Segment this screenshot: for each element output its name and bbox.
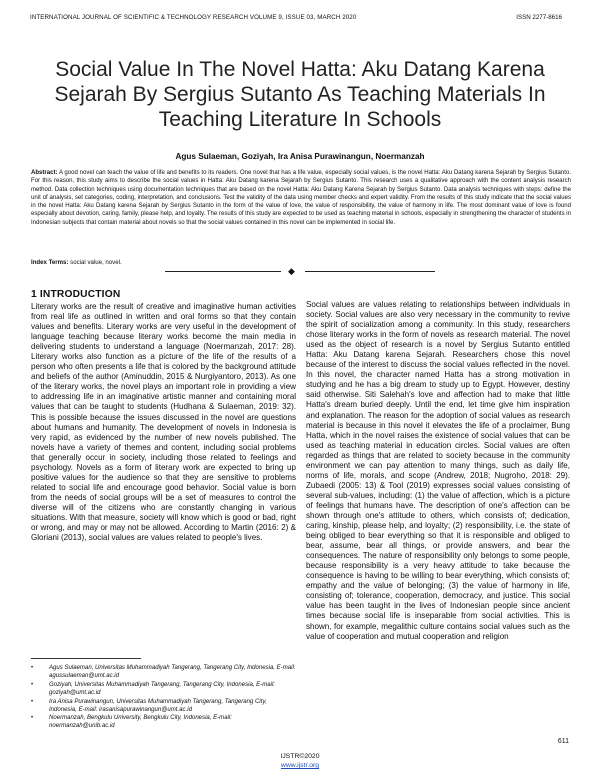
footnote-text: Noermanzah, Bengkulu University, Bengkulu City, Indonesia, E-mail: noermanzah@unib.ac.id <box>49 715 232 730</box>
footnote-text: Ira Anisa Purawinangun, Universitas Muhammadiyah Tangerang, Tangerang City, Indonesia, E-mail: irasanisapurawinangun@umt.ac.id <box>49 698 267 713</box>
footer-copyright: IJSTR©2020 <box>280 753 320 760</box>
footnote-text: Goziyah, Universitas Muhammadiyah Tangerang, Tangerang City, Indonesia, E-mail: goziyah@umt.ac.id <box>49 681 275 696</box>
footnote <box>31 699 296 715</box>
section-heading: 1 INTRODUCTION <box>31 289 121 300</box>
footnote <box>31 715 296 731</box>
page-number: 611 <box>557 738 569 745</box>
journal-header: INTERNATIONAL JOURNAL OF SCIENTIFIC & TECHNOLOGY RESEARCH VOLUME 9, ISSUE 03, MARCH 2020 <box>30 14 357 21</box>
index-terms-label: Index Terms: <box>31 259 69 266</box>
footnote <box>31 665 296 681</box>
footer-site-link[interactable]: www.ijstr.org <box>280 762 320 769</box>
left-column-text: Literary works are the result of creative and imaginative human activities from real life as outlined in written and oral forms so that they contain values and benefits. Literary works are very useful in the development of language teaching because literary works become the main media in delivering students to understand a language (Noermanzah, 2017: 28). Literary works also function as a picture of the life of the results of a person who often presents a life that is colored by the background attitude and beliefs of the author (Aminuddin, 2015 & Nurgiyantoro, 2013). As one of the literary works, the novel plays an important role in providing a view to addressing life in an imaginative artistic manner and containing moral values that can be taught to students (Hudhana & Sulaeman, 2019: 32). This is possible because the issues discussed in the novel are questions about humans and humanity. The development of novels in Indonesia is very rapid, as evidenced by the number of new novels published. The novels have a variety of themes and content, including social problems that generally occur in society, including those related to feelings and psychology. Novels as a form of literary work are expected to bring up positive values for the audience so that they are sensitive to problems related to social life and encourage good behavior. Social value is born from the needs of social groups will be a set of measures to control the diverse will of the citizens who are constantly changing in various situations. With that measure, society will know which is good or bad, right or wrong, and may or may not be allowed. According to Martin (2016: 2) & Gloriani (2013), social values are values related to people's lives. <box>31 302 296 543</box>
abstract-text: A good novel can teach the value of life and benefits to its readers. One novel that has a life value, especially social values, is the novel Hatta: Aku Datang karena Sejarah by Sergius Sutanto. For this reason, this study aims to describe the social values in Hatta: Aku Datang karena Sejarah by Sergius Sutanto. This research uses a qualitative approach with the content analysis research method. Data collection techniques using documentation techniques that are based on the novel Hatta: Aku Datang Karena Sejarah by Sergius Sutanto. Data analysis techniques with steps: define the unit of analysis, set categories, coding, interpretation, and conclusions. Test the validity of the data using member checks and expert validity. From the results of this study indicate that the social values in the novel Hatta: Aku Datang karena Sejarah by Sergius Sutanto in the form of the value of love, the value of responsibility, the value of harmony in life. The most dominant value of love is found especially about devotion, caring, family, please help, and loyalty. The results of this study are expected to be used as teaching material in schools, especially in strengthening the character of students in Indonesian subjects that contain material about novels so that the social values contained in this novel can be implemented in social life. <box>31 170 571 226</box>
footnote-text: Agus Sulaeman, Universitas Muhammadiyah Tangerang, Tangerang City, Indonesia, E-mail: agussulaeman@umt.ac.id <box>49 665 296 679</box>
bullet-icon: • <box>31 715 34 722</box>
index-terms-text: social value, novel. <box>68 259 122 266</box>
paper-title: Social Value In The Novel Hatta: Aku Datang Karena Sejarah By Sergius Sutanto As Teaching Materials In Teaching Literature In Schools <box>54 58 546 131</box>
bullet-icon: • <box>31 698 34 705</box>
abstract-label: Abstract: <box>31 170 58 176</box>
divider-left <box>165 271 281 272</box>
diamond-icon: ◆ <box>288 266 295 276</box>
bullet-icon: • <box>31 665 34 671</box>
author-list: Agus Sulaeman, Goziyah, Ira Anisa Purawinangun, Noermanzah <box>175 152 425 161</box>
divider-right <box>305 271 435 272</box>
bullet-icon: • <box>31 681 34 688</box>
index-terms <box>31 259 571 267</box>
right-column-text: Social values are values relating to relationships between individuals in society. Social values are also very necessary in the community to revive the spirit of socialization among a community. In this study, researchers chose literary works in the form of novels as research material. The novel used as the object of research is a novel by Sergius Sutanto entitled Hatta: Aku Datang karena Sejarah. Researchers chose this novel because of the interest to discuss the social values reflected in the novel. In this novel, the character named Hatta has a strong motivation in studying and he has a big dream to study up to Egypt. However, destiny said otherwise. Siti Salehah's love and affection had to make that little Hatta's dream buried deeply. Until the end, let time give him inspiration and explanation. The reason for the adoption of social values as research material is because in this novel it elevates the life of a proclaimer, Bung Hatta, which in the novel raises the existence of social values that can be used as teaching material in education circles. Social values are often regarded as things that are related to society because in the community environment we can pay attention to many things, such as daily life, norms of life, morals, and scope (Andrew, 2018; Nugroho, 2018: 29). Zubaedi (2005: 13) & Tool (2019) expresses social values consisting of several sub-values, including: (1) the value of affection, which is a picture of feelings that humans have. The description of one's affection can be shown through one's attitude to others, which consists of; dedication, caring, kinship, please help, and loyalty; (2) responsibility, i.e. the state of being obliged to bear everything so that it is responsible and obliged to bear, assume, bear all things, or provide answers, and bear the consequences. The nature of responsibility only belongs to some people, because responsibility is a very heavy attitude to take because the consequence is having to be willing to bear everything, which consists of; empathy and the value of belonging; (3) the value of harmony in life, consisting of; tolerance, cooperation, democracy, and justice. This social value has been taught in the lives of Indonesian people since ancient times because social life is inseparable from social activities. This is shown, for example, megalithic culture contains social values such as the value of cooperation and mutual cooperation and religion <box>306 300 570 641</box>
issn: ISSN 2277-8616 <box>516 14 562 21</box>
footnote-rule <box>31 658 141 659</box>
footnote <box>31 682 296 698</box>
footnotes <box>31 665 296 732</box>
abstract <box>31 169 571 227</box>
